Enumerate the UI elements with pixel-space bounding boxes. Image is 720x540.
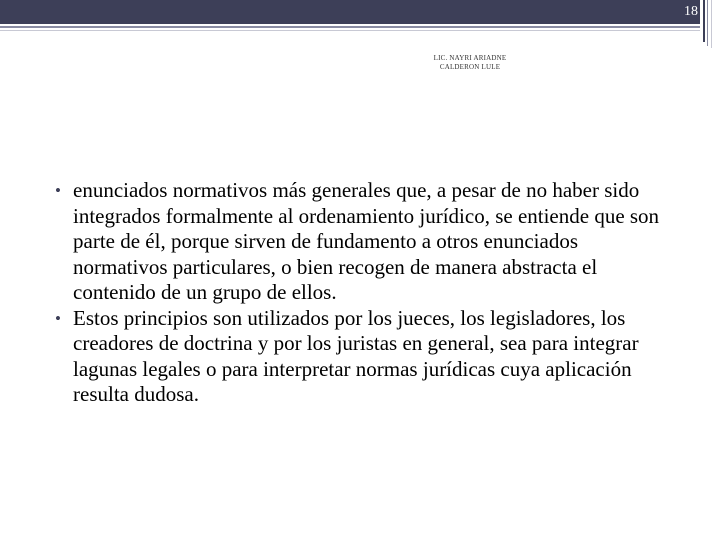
side-accent-line-thin	[711, 0, 712, 48]
bullet-list	[55, 178, 675, 408]
author-line-2: CALDERON LULE	[439, 63, 501, 71]
header-divider-thin	[0, 30, 700, 31]
side-accent-bar	[703, 0, 705, 42]
slide-number: 18	[684, 4, 698, 19]
header-bar	[0, 0, 700, 24]
bullet-icon: •	[55, 181, 61, 200]
author-line-1: LIC. NAYRI ARIADNE	[433, 54, 507, 62]
bullet-item	[55, 178, 675, 306]
bullet-item	[55, 306, 675, 408]
header-divider	[0, 26, 700, 28]
bullet-icon: •	[55, 308, 61, 328]
bullet-text: Estos principios son utilizados por los jueces, los legisladores, los creadores de doctrina y por los juristas en general, sea para integrar lagunas legales o para interpretar normas jurídicas cuya aplicación resulta dudosa.	[73, 305, 639, 406]
bullet-text: enunciados normativos más generales que, a pesar de no haber sido integrados formalmente al ordenamiento jurídico, se entiende que son parte de él, porque sirven de fundamento a otros enunciados normativos particulares, o bien recogen de manera abstracta el contenido de un grupo de ellos.	[73, 178, 660, 304]
author-label	[405, 54, 535, 72]
side-accent-line	[707, 0, 708, 46]
